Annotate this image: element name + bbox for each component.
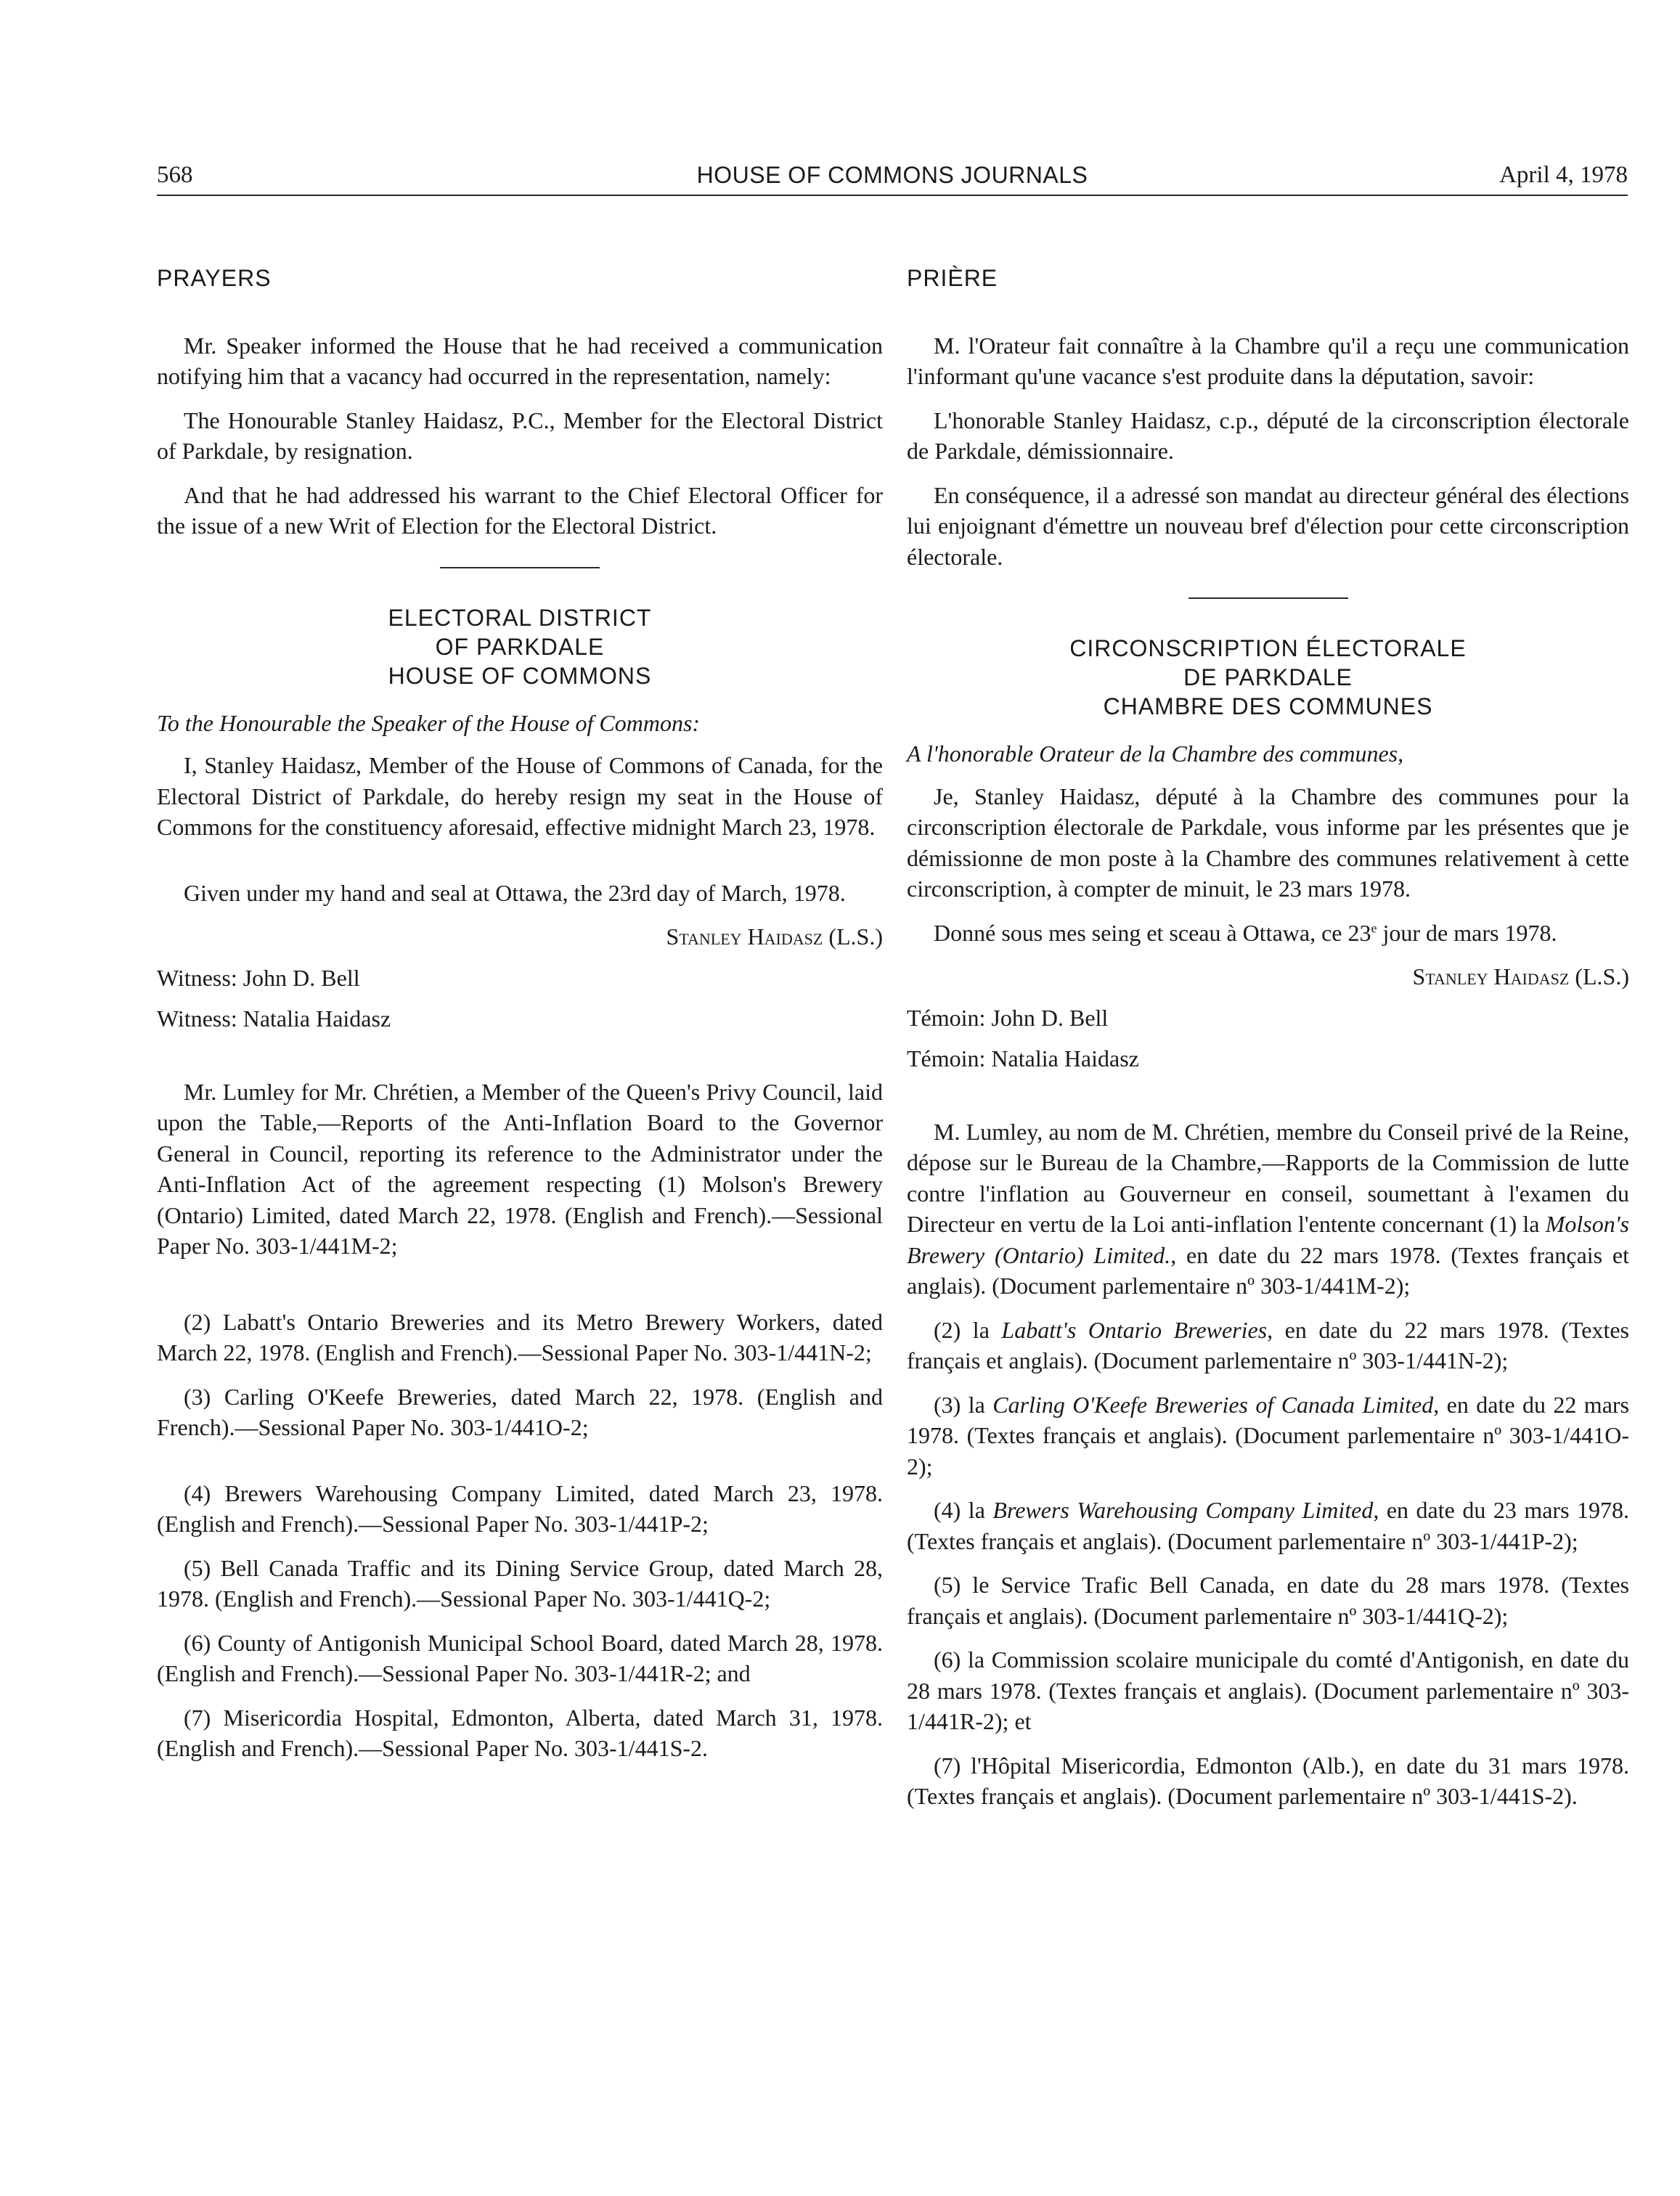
text-run: (4) la bbox=[934, 1497, 993, 1523]
heading-line: CIRCONSCRIPTION ÉLECTORALE bbox=[1069, 635, 1467, 661]
letter-body: I, Stanley Haidasz, Member of the House of Commons of Canada, for the Electoral District of Parkdale, do hereby resign my seat in the House of Commons for the constituency aforesaid, effective midnight March 23, 1978. bbox=[157, 752, 883, 840]
letter-address: To the Honourable the Speaker of the House of Commons: bbox=[157, 709, 701, 736]
signature-suffix: (L.S.) bbox=[1569, 963, 1629, 989]
section-title: PRAYERS bbox=[157, 265, 272, 291]
witness-line: Témoin: Natalia Haidasz bbox=[907, 1045, 1139, 1072]
list-item: (6) County of Antigonish Municipal School Board, dated March 28, 1978. (English and French).—Sessional Paper No. 303-1/441R-2; and bbox=[157, 1629, 883, 1686]
journal-date: April 4, 1978 bbox=[1499, 162, 1628, 188]
list-item: (5) le Service Trafic Bell Canada, en date du 28 mars 1978. (Textes français et anglais). (Document parlementaire nº 303-1/441Q-2); bbox=[907, 1572, 1629, 1629]
section-divider bbox=[440, 567, 600, 568]
english-column bbox=[157, 263, 883, 1777]
district-heading bbox=[907, 634, 1629, 721]
list-item: (4) Brewers Warehousing Company Limited, dated March 23, 1978. (English and French).—Sessional Paper No. 303-1/441P-2; bbox=[157, 1479, 883, 1537]
paragraph: L'honorable Stanley Haidasz, c.p., député de la circonscription électorale de Parkdale, démissionnaire. bbox=[907, 407, 1629, 464]
ordinal-superscript: e bbox=[1371, 920, 1377, 935]
witness-line: Witness: John D. Bell bbox=[157, 964, 360, 991]
company-name: Labatt's Ontario Breweries bbox=[1001, 1316, 1268, 1343]
letter-given bbox=[907, 918, 1629, 949]
signature bbox=[157, 921, 883, 952]
section-divider bbox=[1188, 597, 1348, 599]
company-name: Carling O'Keefe Breweries of Canada Limited bbox=[992, 1391, 1434, 1418]
paragraph: M. l'Orateur fait connaître à la Chambre qu'il a reçu une communication l'informant qu'une vacance s'est produite dans la députation, savoir: bbox=[907, 332, 1629, 389]
text-run: (2) la bbox=[934, 1316, 1002, 1343]
text-run: , en date du 22 mars 1978. (Textes français et anglais). (Document parlementaire nº 303-1/441N-2); bbox=[907, 1316, 1630, 1373]
letter-body: Je, Stanley Haidasz, député à la Chambre des communes pour la circonscription électorale de Parkdale, vous informe par les présentes que je démissionne de mon poste à la Chambre des communes relativement à cette circonscription, à compter de minuit, le 23 mars 1978. bbox=[907, 783, 1629, 902]
tabled-paragraph bbox=[907, 1117, 1629, 1302]
list-item bbox=[907, 1315, 1629, 1376]
heading-line: OF PARKDALE bbox=[435, 633, 605, 660]
page-number: 568 bbox=[157, 162, 193, 188]
journal-title: HOUSE OF COMMONS JOURNALS bbox=[696, 162, 1088, 188]
letter-address: A l'honorable Orateur de la Chambre des communes, bbox=[907, 740, 1404, 767]
paragraph: And that he had addressed his warrant to the Chief Electoral Officer for the issue of a new Writ of Election for the Electoral District. bbox=[157, 481, 883, 539]
tabled-paragraph: Mr. Lumley for Mr. Chrétien, a Member of the Queen's Privy Council, laid upon the Table,—Reports of the Anti-Inflation Board to the Governor General in Council, reporting its reference to the Administrator under the Anti-Inflation Act of the agreement respecting (1) Molson's Brewery (Ontario) Limited, dated March 22, 1978. (English and French).—Sessional Paper No. 303-1/441M-2; bbox=[157, 1078, 883, 1259]
signature-name: Stanley Haidasz bbox=[666, 923, 823, 950]
letter-given: Given under my hand and seal at Ottawa, the 23rd day of March, 1978. bbox=[184, 879, 846, 906]
given-text: jour de mars 1978. bbox=[1377, 919, 1557, 946]
text-run: , en date du 22 mars 1978. (Textes français et anglais). (Document parlementaire nº 303-1/441O-2); bbox=[907, 1391, 1630, 1479]
list-item bbox=[907, 1495, 1629, 1556]
list-item: (6) la Commission scolaire municipale du comté d'Antigonish, en date du 28 mars 1978. (Textes français et anglais). (Document parlementaire nº 303-1/441R-2); et bbox=[907, 1646, 1629, 1734]
heading-line: ELECTORAL DISTRICT bbox=[388, 604, 652, 631]
signature-suffix: (L.S.) bbox=[823, 923, 883, 950]
heading-line: DE PARKDALE bbox=[1183, 664, 1353, 690]
list-item: (3) Carling O'Keefe Breweries, dated March 22, 1978. (English and French).—Sessional Paper No. 303-1/441O-2; bbox=[157, 1383, 883, 1440]
signature bbox=[907, 961, 1629, 992]
paragraph: The Honourable Stanley Haidasz, P.C., Member for the Electoral District of Parkdale, by resignation. bbox=[157, 407, 883, 464]
text-run: , en date du 23 mars 1978. (Textes français et anglais). (Document parlementaire nº 303-1/441P-2); bbox=[907, 1497, 1630, 1554]
text-run: M. Lumley, au nom de M. Chrétien, membre du Conseil privé de la Reine, dépose sur le Bureau de la Chambre,—Rapports de la Commission de lutte contre l'inflation au Gouverneur en conseil, soumettant à l'examen du Directeur en vertu de la Loi anti-inflation l'entente concernant (1) la bbox=[907, 1118, 1629, 1237]
company-name: Molson's Brewery (Ontario) Limited. bbox=[907, 1211, 1629, 1268]
heading-line: HOUSE OF COMMONS bbox=[388, 662, 652, 689]
list-item bbox=[907, 1389, 1629, 1482]
signature-name: Stanley Haidasz bbox=[1412, 963, 1570, 989]
list-item: (2) Labatt's Ontario Breweries and its Metro Brewery Workers, dated March 22, 1978. (English and French).—Sessional Paper No. 303-1/441N-2; bbox=[157, 1308, 883, 1366]
section-title: PRIÈRE bbox=[907, 265, 998, 291]
list-item: (7) Misericordia Hospital, Edmonton, Alberta, dated March 31, 1978. (English and French).—Sessional Paper No. 303-1/441S-2. bbox=[157, 1704, 883, 1761]
list-item: (7) l'Hôpital Misericordia, Edmonton (Alb.), en date du 31 mars 1978. (Textes français et anglais). (Document parlementaire nº 303-1/441S-2). bbox=[907, 1752, 1629, 1809]
witness-line: Témoin: John D. Bell bbox=[907, 1004, 1109, 1031]
french-column bbox=[907, 263, 1629, 1825]
witness-line: Witness: Natalia Haidasz bbox=[157, 1005, 391, 1032]
paragraph: Mr. Speaker informed the House that he had received a communication notifying him that a vacancy had occurred in the representation, namely: bbox=[157, 332, 883, 389]
page-header bbox=[157, 158, 1628, 196]
district-heading bbox=[157, 603, 883, 690]
paragraph: En conséquence, il a adressé son mandat au directeur général des élections lui enjoignant d'émettre un nouveau bref d'élection pour cette circonscription électorale. bbox=[907, 481, 1629, 570]
heading-line: CHAMBRE DES COMMUNES bbox=[1103, 693, 1433, 719]
text-run: , en date du 22 mars 1978. (Textes français et anglais). (Document parlementaire nº 303-1/441M-2); bbox=[907, 1241, 1630, 1299]
company-name: Brewers Warehousing Company Limited bbox=[992, 1497, 1374, 1523]
list-item: (5) Bell Canada Traffic and its Dining Service Group, dated March 28, 1978. (English and French).—Sessional Paper No. 303-1/441Q-2; bbox=[157, 1554, 883, 1612]
given-text: Donné sous mes seing et sceau à Ottawa, ce 23 bbox=[934, 919, 1371, 946]
text-run: (3) la bbox=[934, 1391, 993, 1418]
